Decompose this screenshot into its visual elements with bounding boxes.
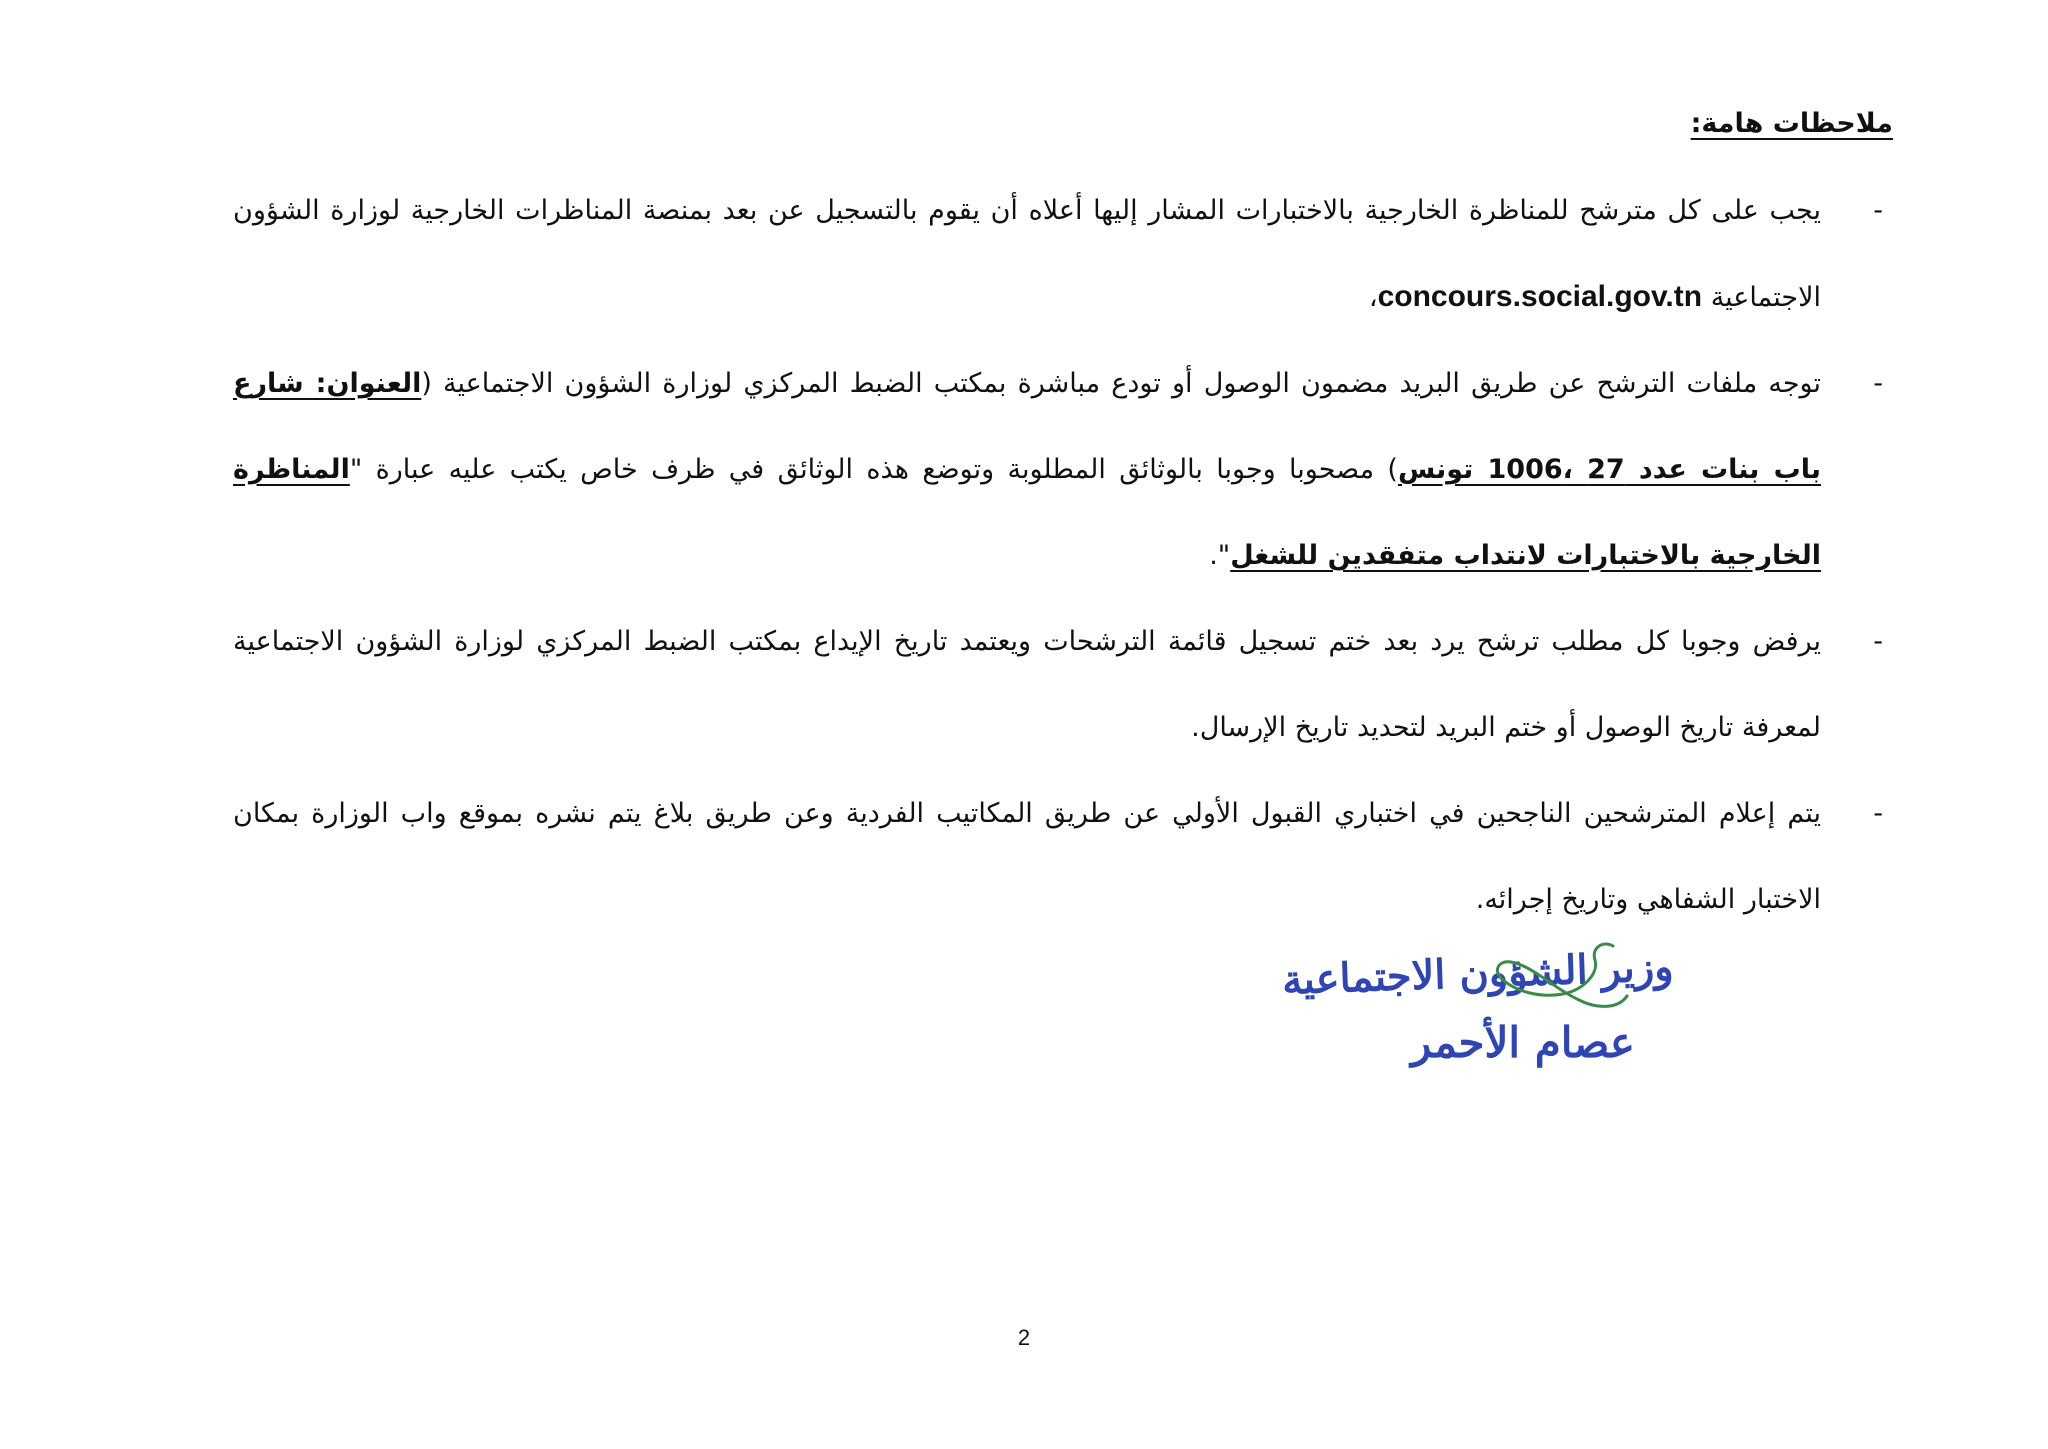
note-text-middle: ) مصحوبا وجوبا بالوثائق المطلوبة وتوضع هذه الوثائق في ظرف خاص يكتب عليه عبارة " xyxy=(349,454,1398,485)
bullet-dash: - xyxy=(1873,368,1883,399)
note-late-rejection xyxy=(233,599,1883,771)
office-address: العنوان: شارع باب بنات عدد 27 ،1006 تونس xyxy=(233,368,1821,485)
note-text: يتم إعلام المترشحين الناجحين في اختباري القبول الأولي عن طريق المكاتيب الفردية وعن طريق بلاغ يتم نشره بموقع واب الوزارة بمكان الاختبار الشفاهي وتاريخ إجرائه. xyxy=(233,798,1821,915)
note-registration xyxy=(233,168,1883,341)
note-submission xyxy=(233,341,1883,599)
registration-url: concours.social.gov.tn xyxy=(1377,280,1703,313)
bullet-dash: - xyxy=(1873,798,1883,829)
note-punctuation: ، xyxy=(1368,282,1378,313)
page-number: 2 xyxy=(1017,1325,1031,1350)
signature-stamp xyxy=(1280,943,1674,1100)
note-punctuation: ". xyxy=(1209,540,1231,571)
notes-list xyxy=(233,168,1883,943)
bullet-dash: - xyxy=(1873,626,1883,657)
note-text: يجب على كل مترشح للمناظرة الخارجية بالاختبارات المشار إليها أعلاه أن يقوم بالتسجيل عن بعد بمنصة المناظرات الخارجية لوزارة الشؤون الاجتماعية xyxy=(233,195,1821,313)
note-results-notification xyxy=(233,771,1883,943)
notes-title: ملاحظات هامة: xyxy=(1690,108,1893,139)
note-text: يرفض وجوبا كل مطلب ترشح يرد بعد ختم تسجيل قائمة الترشحات ويعتمد تاريخ الإيداع بمكتب الضبط المركزي لوزارة الشؤون الاجتماعية لمعرفة تاريخ الوصول أو ختم البريد لتحديد تاريخ الإرسال. xyxy=(233,626,1821,743)
signature-scribble-icon xyxy=(1483,938,1633,1028)
envelope-phrase: المناظرة الخارجية بالاختبارات لانتداب متفقدين للشغل xyxy=(233,454,1821,571)
signature-name: عصام الأحمر xyxy=(1411,1018,1635,1067)
bullet-dash: - xyxy=(1873,195,1883,226)
note-text: توجه ملفات الترشح عن طريق البريد مضمون الوصول أو تودع مباشرة بمكتب الضبط المركزي لوزارة الشؤون الاجتماعية ( xyxy=(421,368,1821,399)
signature-title: وزير الشؤون الاجتماعية xyxy=(1280,943,1674,1004)
